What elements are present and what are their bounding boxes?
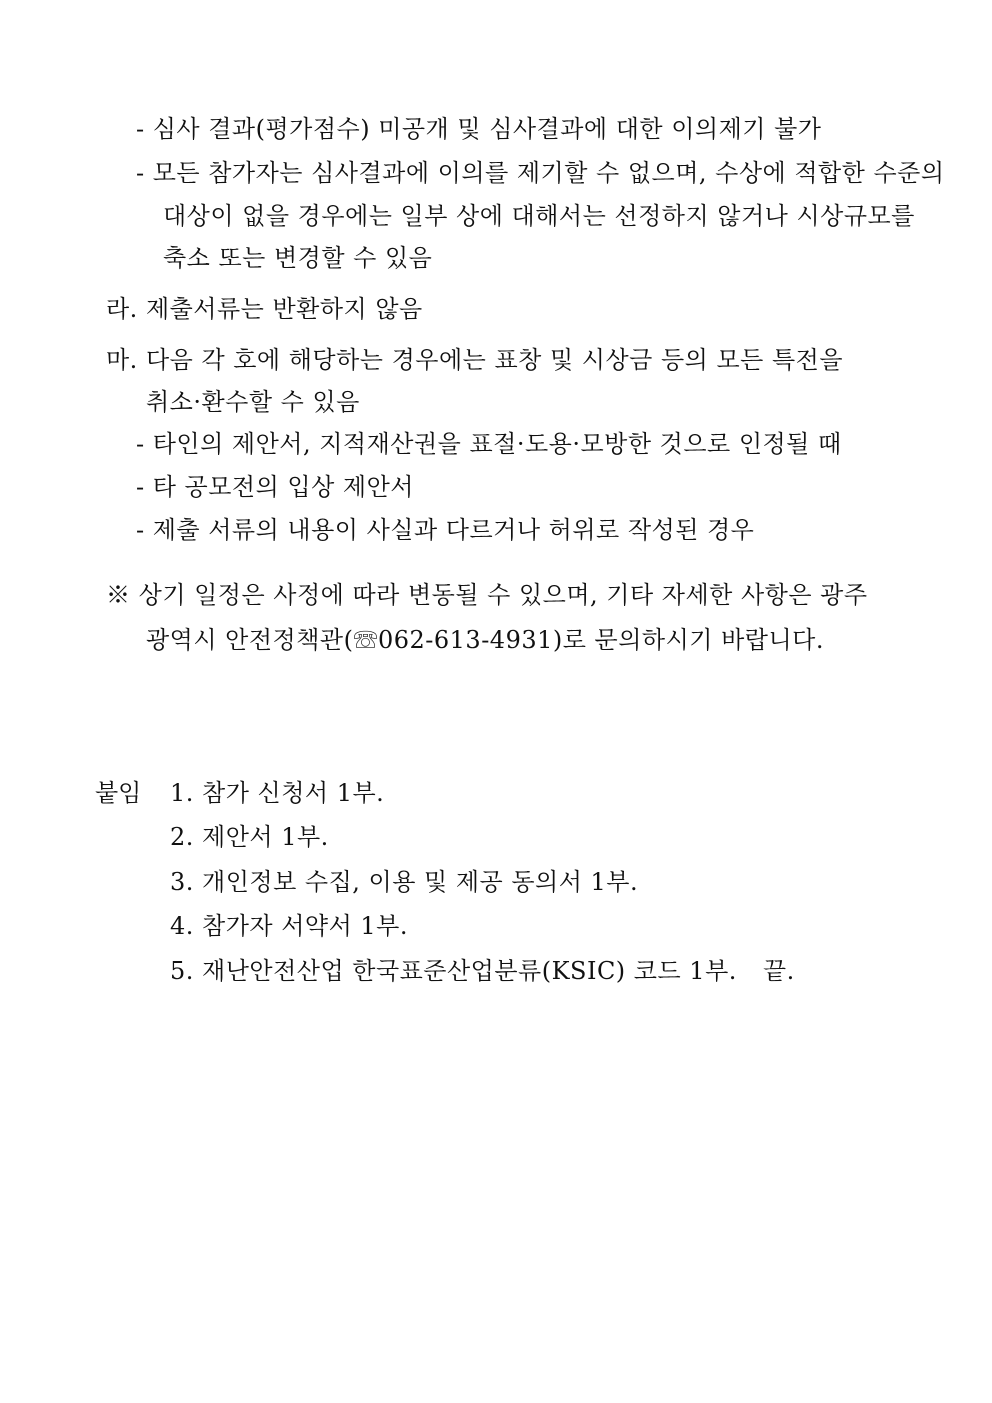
note-line-2: 광역시 안전정책관(☏062-613-4931)로 문의하시기 바랍니다. — [146, 626, 824, 654]
attachments-label: 붙임 — [95, 779, 142, 807]
end-mark: 끝. — [762, 957, 795, 985]
bullet-other-contest: - 타 공모전의 입상 제안서 — [136, 473, 414, 501]
attachment-item: 2. 제안서 1부. — [170, 823, 329, 851]
bullet-false-docs: - 제출 서류의 내용이 사실과 다르거나 허위로 작성된 경우 — [136, 516, 755, 544]
attachment-item: 1. 참가 신청서 1부. — [170, 779, 385, 807]
attachment-item: 3. 개인정보 수집, 이용 및 제공 동의서 1부. — [170, 868, 639, 896]
bullet-objection-line-2: 대상이 없을 경우에는 일부 상에 대해서는 선정하지 않거나 시상규모를 — [163, 202, 915, 230]
attachment-item: 4. 참가자 서약서 1부. — [170, 912, 408, 940]
section-ma-line-1: 마. 다음 각 호에 해당하는 경우에는 표창 및 시상금 등의 모든 특전을 — [106, 346, 844, 374]
attachment-item-text: 5. 재난안전산업 한국표준산업분류(KSIC) 코드 1부. — [170, 957, 737, 985]
attachment-item-last — [170, 956, 795, 986]
bullet-objection-line-3: 축소 또는 변경할 수 있음 — [163, 244, 433, 272]
bullet-plagiarism: - 타인의 제안서, 지적재산권을 표절·도용·모방한 것으로 인정될 때 — [136, 430, 842, 458]
note-line-1: ※ 상기 일정은 사정에 따라 변동될 수 있으며, 기타 자세한 사항은 광주 — [106, 581, 868, 609]
section-ra: 라. 제출서류는 반환하지 않음 — [106, 295, 423, 323]
bullet-objection-line-1: - 모든 참가자는 심사결과에 이의를 제기할 수 없으며, 수상에 적합한 수준의 — [136, 159, 945, 187]
section-ma-line-2: 취소·환수할 수 있음 — [146, 388, 360, 416]
bullet-review-results: - 심사 결과(평가점수) 미공개 및 심사결과에 대한 이의제기 불가 — [136, 115, 822, 143]
